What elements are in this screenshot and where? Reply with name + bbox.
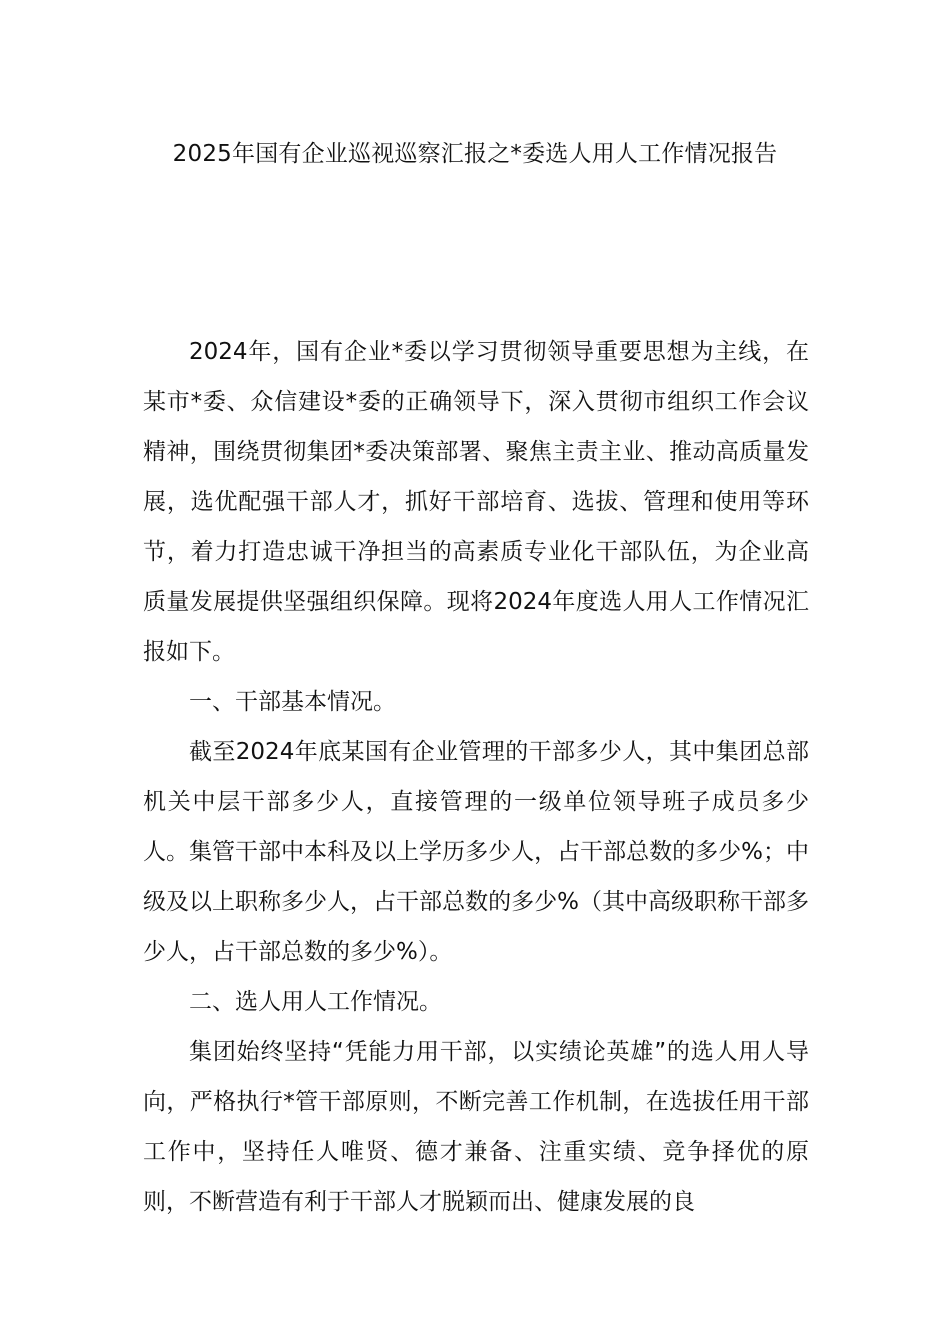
paragraph-selection-work: 集团始终坚持“凭能力用干部，以实绩论英雄”的选人用人导向，严格执行*管干部原则，不断完善工作机制，在选拔任用干部工作中，坚持任人唯贤、德才兼备、注重实绩、竞争择优的原则，不断营造有利于干部人才脱颖而出、健康发展的良 [143, 1039, 809, 1215]
paragraph-intro: 2024年，国有企业*委以学习贯彻领导重要思想为主线，在某市*委、众信建设*委的正确领导下，深入贯彻市组织工作会议精神，围绕贯彻集团*委决策部署、聚焦主责主业、推动高质量发展，选优配强干部人才，抓好干部培育、选拔、管理和使用等环节，着力打造忠诚干净担当的高素质专业化干部队伍，为企业高质量发展提供坚强组织保障。现将2024年度选人用人工作情况汇报如下。 [143, 339, 809, 665]
document-title: 2025年国有企业巡视巡察汇报之*委选人用人工作情况报告 [172, 141, 778, 167]
paragraph-cadre-overview: 截至2024年底某国有企业管理的干部多少人，其中集团总部机关中层干部多少人，直接管理的一级单位领导班子成员多少人。集管干部中本科及以上学历多少人，占干部总数的多少%；中级及以上职称多少人，占干部总数的多少%（其中高级职称干部多少人，占干部总数的多少%）。 [143, 739, 809, 965]
document-body [143, 327, 809, 1227]
section-heading-cadre-overview: 一、干部基本情况。 [189, 689, 396, 715]
section-heading-selection-work: 二、选人用人工作情况。 [189, 989, 442, 1015]
